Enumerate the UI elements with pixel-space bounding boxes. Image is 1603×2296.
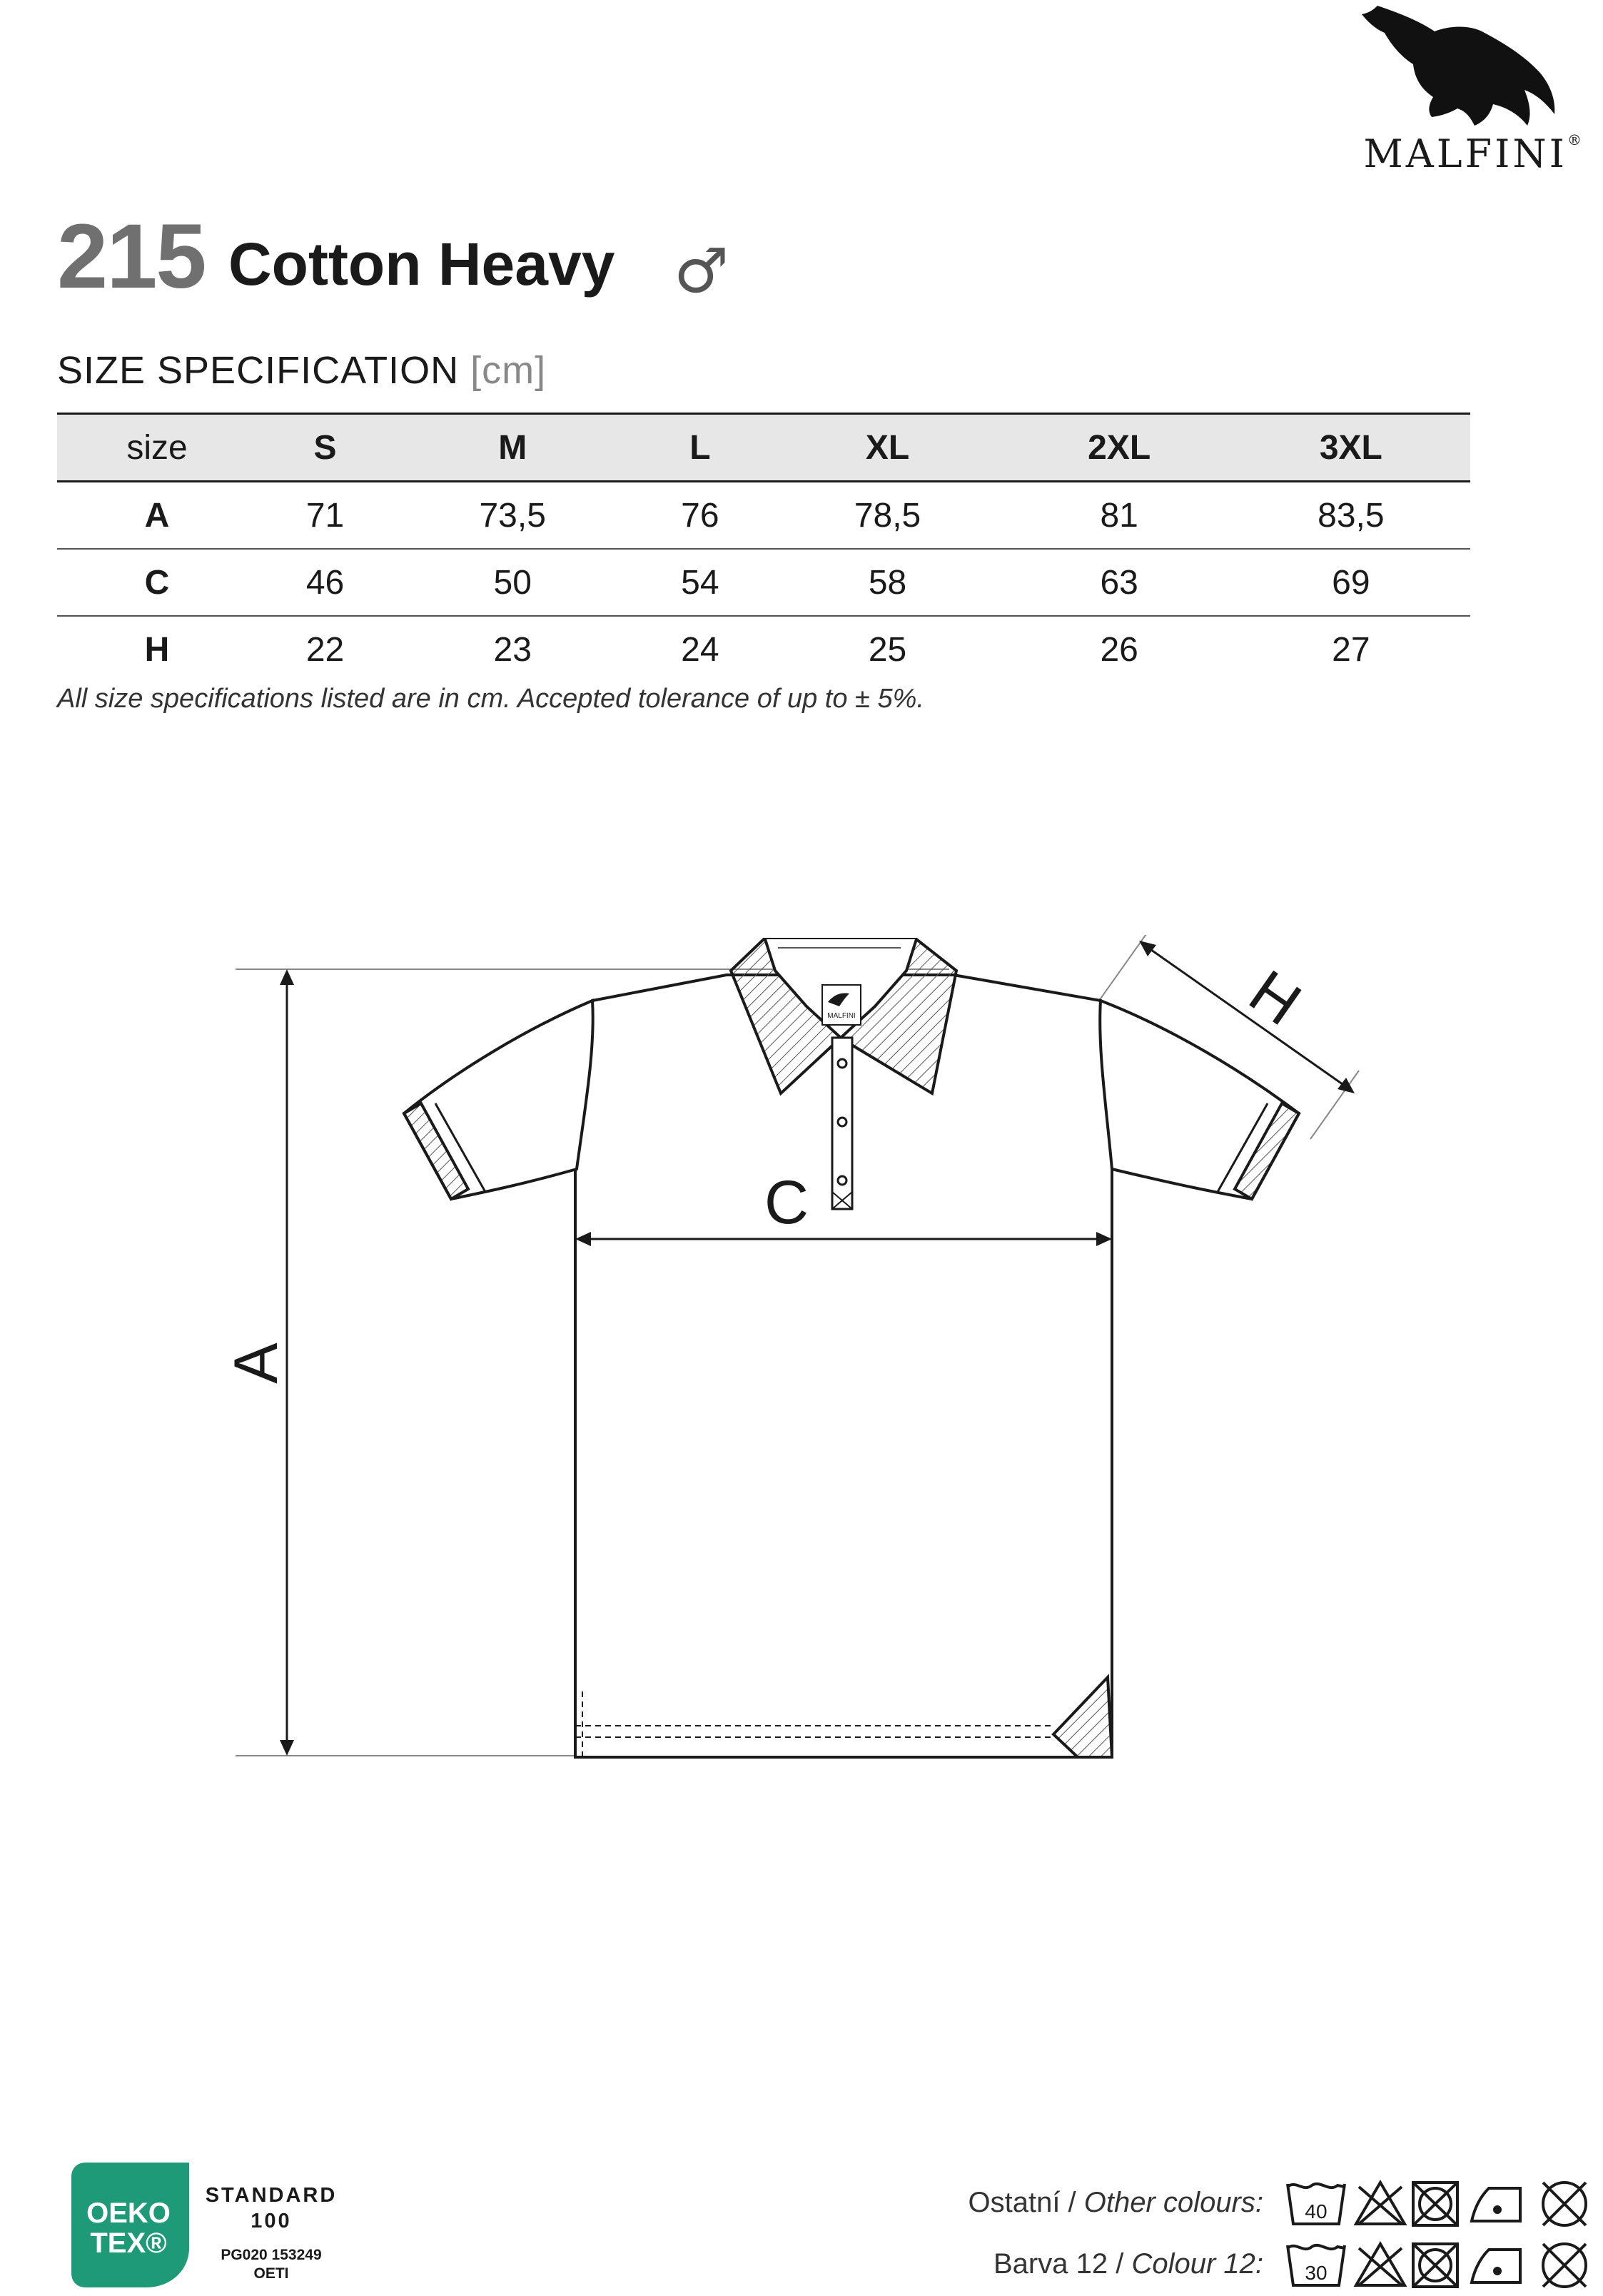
placket (832, 1038, 852, 1209)
c-label: C (764, 1168, 809, 1237)
table-cell: 46 (257, 549, 393, 616)
oeko-standard-number: 100 (251, 2210, 292, 2232)
table-cell: 58 (768, 549, 1006, 616)
oeko-logo-line1: OEKO (86, 2198, 171, 2229)
table-cell: 71 (257, 482, 393, 550)
h-extension-top (1099, 935, 1148, 1001)
table-cell: 76 (632, 482, 768, 550)
iron-low-icon (1472, 2250, 1520, 2282)
left-sleeve (404, 1001, 593, 1199)
a-arrow-top (280, 969, 294, 985)
table-cell: 78,5 (768, 482, 1006, 550)
no-bleach-icon (1356, 2183, 1405, 2224)
table-row-label: C (57, 549, 257, 616)
oeko-logo-line2: TEX® (90, 2227, 167, 2259)
oeko-institute: OETI (253, 2265, 289, 2282)
table-row (57, 616, 1470, 682)
table-row-label: A (57, 482, 257, 550)
no-dry-clean-icon (1543, 2183, 1586, 2225)
table-row-label: H (144, 630, 170, 669)
wash-temp-colour12: 30 (1305, 2262, 1328, 2284)
oeko-standard-label: STANDARD (205, 2184, 338, 2207)
care-other-label: Ostatní / Other colours: (968, 2187, 1263, 2218)
table-cell: 81 (1007, 482, 1232, 550)
table-cell: 83,5 (1232, 482, 1470, 550)
table-cell: 25 (868, 630, 907, 669)
size-table (57, 413, 1470, 682)
table-cell: 23 (493, 630, 532, 669)
spec-title: SIZE SPECIFICATION [cm] (57, 349, 547, 392)
table-cell: 69 (1232, 549, 1470, 616)
table-cell: 54 (632, 549, 768, 616)
no-dry-clean-icon (1543, 2244, 1586, 2287)
h-arrow-top (1139, 941, 1156, 956)
h-label: H (1237, 957, 1313, 1039)
no-tumble-dry-icon (1413, 2183, 1457, 2225)
table-cell: 50 (393, 549, 632, 616)
table-cell: 22 (305, 630, 345, 669)
a-label: A (222, 1342, 290, 1384)
care-icons-colour12 (1285, 2238, 1599, 2295)
table-cell: 26 (1100, 630, 1138, 669)
table-cell: 24 (681, 630, 719, 669)
table-header-row (57, 414, 1470, 482)
table-header-cell: 2XL (1007, 414, 1232, 482)
care-icons-other (1285, 2177, 1599, 2234)
no-bleach-icon (1356, 2244, 1405, 2285)
wash-tub-icon (1288, 2184, 1345, 2224)
table-row (57, 482, 1470, 550)
iron-low-icon (1472, 2188, 1520, 2221)
table-header-cell: S (257, 414, 393, 482)
spec-unit: [cm] (470, 349, 547, 392)
no-tumble-dry-icon (1413, 2244, 1457, 2287)
h-extension-bottom (1310, 1071, 1359, 1139)
care-colour12-label: Barva 12 / Colour 12: (993, 2248, 1263, 2280)
table-header-cell: XL (768, 414, 1006, 482)
neck-label-brand: MALFINI (827, 1012, 856, 1020)
tolerance-note: All size specifications listed are in cm. Accepted tolerance of up to ± 5%. (57, 684, 924, 714)
table-cell: 27 (1332, 630, 1370, 669)
table-header-cell: 3XL (1232, 414, 1470, 482)
table-header-cell: L (632, 414, 768, 482)
table-cell: 63 (1007, 549, 1232, 616)
table-header-cell: size (57, 414, 257, 482)
oeko-tex-logo (71, 2163, 189, 2287)
wash-temp-other: 40 (1305, 2200, 1328, 2222)
brand-wordmark: MALFINI® (1363, 131, 1584, 176)
wash-tub-icon (1288, 2245, 1345, 2285)
a-arrow-bottom (280, 1740, 294, 1756)
table-row (57, 549, 1470, 616)
product-number: 215 (57, 206, 206, 308)
male-symbol-icon: ♂ (674, 236, 729, 307)
polo-shirt-drawing (214, 935, 1413, 1820)
product-name: Cotton Heavy (228, 231, 615, 298)
oeko-certificate-number: PG020 153249 (221, 2247, 322, 2263)
table-header-cell: M (393, 414, 632, 482)
table-cell: 73,5 (393, 482, 632, 550)
